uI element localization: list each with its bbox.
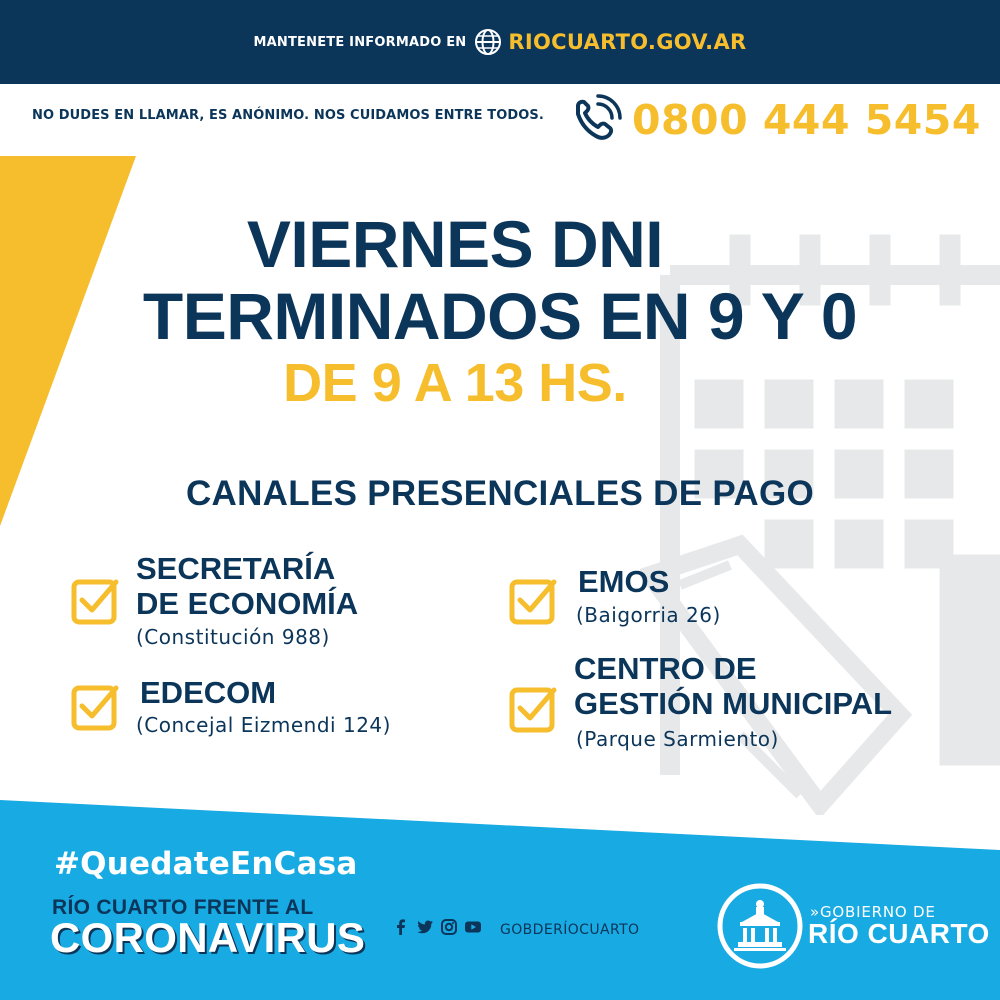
campaign-tagline: RÍO CUARTO FRENTE AL — [52, 896, 314, 919]
headline-day: VIERNES DNI — [246, 207, 664, 281]
item-address: (Baigorria 26) — [576, 603, 721, 627]
informado-label: MANTENETE INFORMADO EN — [253, 34, 467, 50]
item-name: CENTRO DE — [574, 651, 757, 686]
section-title: CANALES PRESENCIALES DE PAGO — [185, 474, 815, 513]
gobierno-logo-icon — [716, 882, 804, 970]
item-name: GESTIÓN MUNICIPAL — [574, 686, 893, 721]
youtube-icon[interactable] — [464, 918, 482, 936]
globe-icon — [474, 28, 502, 56]
instagram-icon[interactable] — [440, 918, 458, 936]
phone-icon — [570, 94, 624, 148]
item-address: (Parque Sarmiento) — [576, 727, 779, 751]
gobierno-name: RÍO CUARTO — [808, 918, 990, 949]
website-link[interactable]: RIOCUARTO.GOV.AR — [508, 30, 747, 54]
checkbox-icon — [70, 680, 124, 734]
item-address: (Concejal Eizmendi 124) — [136, 713, 391, 737]
item-address: (Constitución 988) — [136, 625, 330, 649]
top-bar — [0, 0, 1000, 84]
call-row — [0, 86, 1000, 156]
item-name: EMOS — [578, 564, 670, 599]
checkbox-icon — [508, 574, 562, 628]
gobierno-label: »GOBIERNO DE — [810, 903, 936, 921]
item-name: SECRETARÍA — [136, 551, 336, 586]
facebook-icon[interactable] — [392, 918, 410, 936]
item-name: DE ECONOMÍA — [136, 586, 359, 621]
hotline-number[interactable]: 0800 444 5454 — [632, 96, 981, 144]
hashtag: #QuedateEnCasa — [54, 846, 358, 882]
campaign-title: CORONAVIRUS — [50, 914, 366, 961]
twitter-icon[interactable] — [416, 918, 434, 936]
anonymous-call-text: NO DUDES EN LLAMAR, ES ANÓNIMO. NOS CUIDAMOS ENTRE TODOS. — [32, 108, 544, 123]
social-icons — [392, 918, 482, 936]
checkbox-icon — [70, 574, 124, 628]
headline-hours: DE 9 A 13 HS. — [283, 353, 627, 413]
item-name: EDECOM — [140, 675, 277, 710]
headline — [0, 208, 1000, 414]
checkbox-icon — [508, 682, 562, 736]
headline-dni: TERMINADOS EN 9 Y 0 — [142, 279, 858, 353]
social-handle[interactable]: GOBDERÍOCUARTO — [500, 922, 640, 938]
